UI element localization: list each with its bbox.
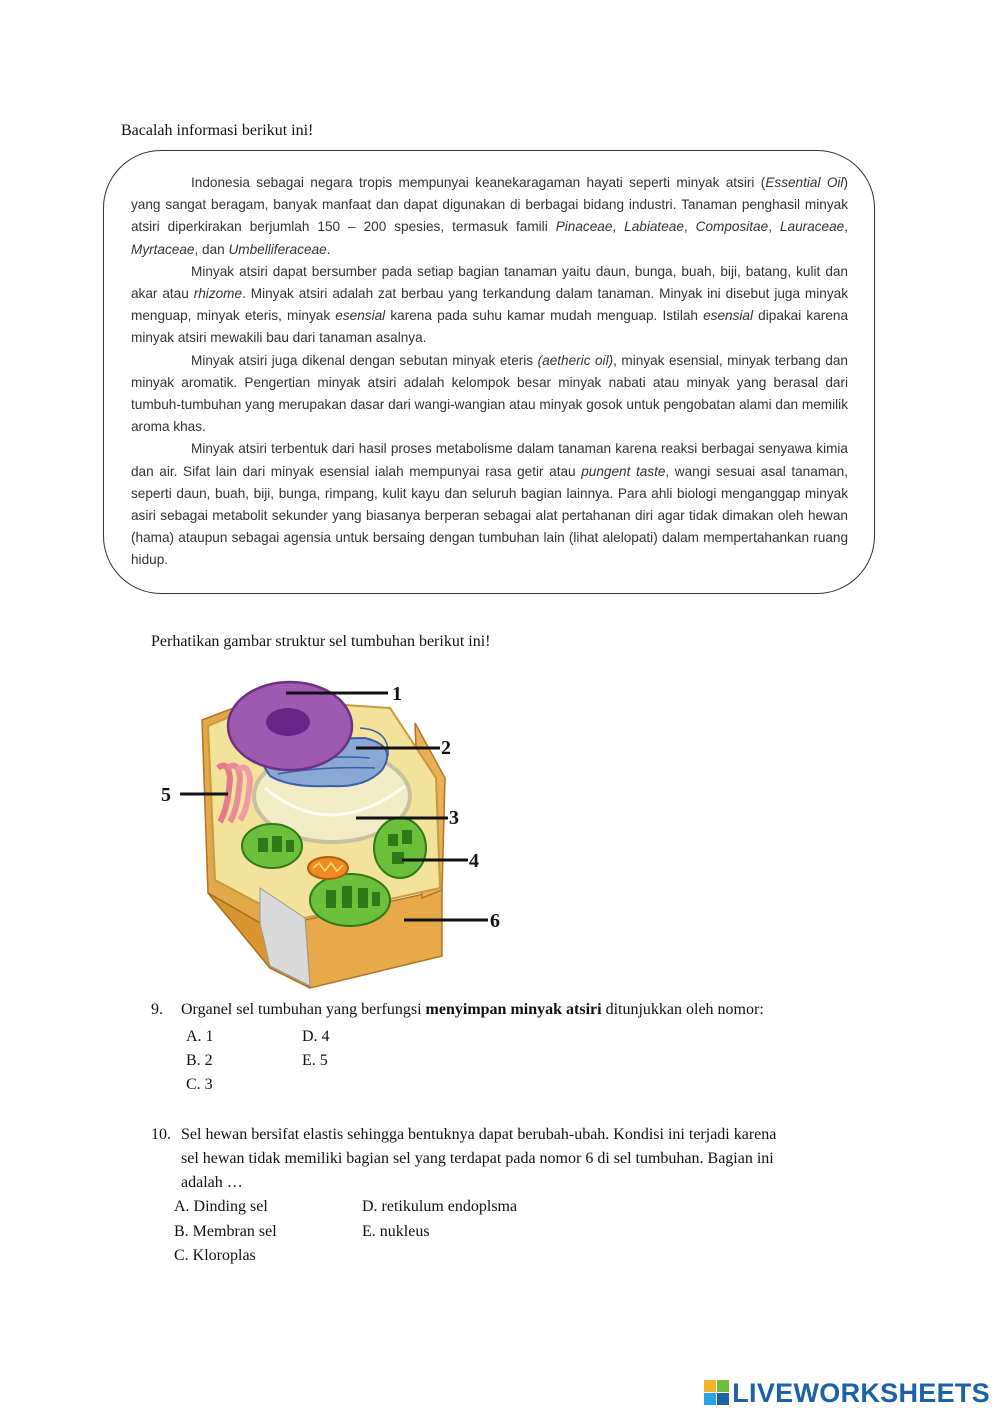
option-d[interactable]: D. retikulum endoplsma [362, 1198, 518, 1215]
italic-term: Compositae [695, 219, 769, 235]
figure-label-3: 3 [449, 807, 459, 829]
text: , [612, 219, 625, 235]
italic-term: pungent taste [581, 463, 666, 479]
figure-label-5: 5 [161, 784, 171, 806]
text: Indonesia sebagai negara tropis mempunyai keanekaragaman hayati seperti minyak atsiri ( [191, 175, 766, 190]
italic-term: Pinaceae [555, 219, 613, 235]
text: ) yang sangat beragam, banyak manfaat dan dapat digunakan di berbagai bidang industri. Tanaman penghasil minyak atsiri diperkirakan berjumlah 150 – 200 spesies, termasuk famili [131, 175, 848, 235]
text: , wangi sesuai asal tanaman, seperti daun, buah, biji, bunga, rimpang, kulit kayu dan seluruh bagian lainnya. Para ahli biologi menganggap minyak asiri sebagai metabolit sekunder yang biasanya berperan sebagai alat pertahanan diri agar tidak dimakan oleh hewan (hama) ataupun sebagai agensia untuk bersaing dengan tumbuhan lain (lihat alelopati) dalam mempertahankan ruang hidup. [131, 463, 848, 568]
text: karena pada suhu kamar mudah menguap. Istilah [385, 308, 704, 324]
paragraph-3 [131, 350, 848, 439]
italic-term: (aetheric oil) [537, 352, 614, 368]
option-a[interactable]: A. 1 [186, 1028, 214, 1045]
text: Minyak atsiri juga dikenal dengan sebutan minyak eteris [191, 352, 538, 368]
italic-term: esensial [335, 308, 386, 324]
plant-cell-diagram [160, 668, 520, 996]
option-c[interactable]: C. Kloroplas [174, 1247, 256, 1264]
text: dipakai karena minyak atsiri mewakili bau dari tanaman asalnya. [131, 308, 849, 346]
text: , minyak esensial, minyak terbang dan minyak aromatik. Pengertian minyak atsiri adalah kelompok besar minyak nabati atau minyak yang berasal dari tumbuh-tumbuhan yang merupakan dasar dari wangi-wangian atau minyak gosok untuk pengobatan alami dan memilik aroma khas. [131, 352, 848, 435]
reading-passage [131, 172, 848, 572]
text: Organel sel tumbuhan yang berfungsi [181, 1001, 426, 1018]
question-line-1: Sel hewan bersifat elastis sehingga bentuknya dapat berubah-ubah. Kondisi ini terjadi karena [181, 1126, 777, 1143]
figure-label-6: 6 [490, 910, 500, 932]
question-number: 9. [151, 1001, 163, 1018]
figure-label-1: 1 [392, 683, 402, 705]
italic-term: rhizome [193, 286, 243, 302]
option-c[interactable]: C. 3 [186, 1076, 213, 1093]
question-line-2: sel hewan tidak memiliki bagian sel yang terdapat pada nomor 6 di sel tumbuhan. Bagian ini [181, 1150, 774, 1167]
liveworksheets-logo [704, 1376, 990, 1410]
text: , [768, 219, 780, 235]
paragraph-1 [131, 172, 848, 261]
text: , [683, 219, 696, 235]
text: . [326, 241, 331, 257]
question-number: 10. [151, 1126, 171, 1143]
text: , [844, 219, 848, 235]
mitochondrion [308, 857, 348, 879]
chloroplast-left [242, 824, 302, 868]
text: , dan [194, 241, 229, 257]
paragraph-4 [131, 438, 848, 571]
italic-term: Umbelliferaceae [228, 241, 327, 257]
question-line-3: adalah … [181, 1174, 243, 1191]
option-a[interactable]: A. Dinding sel [174, 1198, 268, 1215]
italic-term: Labiateae [624, 219, 684, 235]
figure-prompt: Perhatikan gambar struktur sel tumbuhan berikut ini! [151, 633, 491, 650]
option-e[interactable]: E. 5 [302, 1052, 328, 1069]
text: Minyak atsiri terbentuk dari hasil proses metabolisme dalam tanaman karena reaksi berbagai senyawa kimia dan air. Sifat lain dari minyak esensial ialah mempunyai rasa getir atau [131, 441, 848, 479]
option-b[interactable]: B. Membran sel [174, 1223, 277, 1240]
figure-label-2: 2 [441, 737, 451, 759]
text: Minyak atsiri dapat bersumber pada setiap bagian tanaman yaitu daun, bunga, buah, biji, batang, kulit dan akar atau [131, 263, 848, 302]
question-text [181, 998, 764, 1022]
nucleolus [266, 708, 310, 736]
figure-label-4: 4 [469, 850, 479, 872]
italic-term: Lauraceae [779, 219, 845, 235]
chloroplast-right [374, 818, 426, 878]
chloroplast-bottom [310, 874, 390, 926]
logo-blocks-icon [704, 1380, 730, 1406]
logo-text: LIVEWORKSHEETS [732, 1377, 990, 1408]
option-b[interactable]: B. 2 [186, 1052, 213, 1069]
paragraph-2 [131, 261, 848, 350]
emphasis: menyimpan minyak atsiri [425, 1001, 602, 1018]
italic-term: Myrtaceae [131, 241, 195, 257]
italic-term: esensial [703, 308, 754, 324]
text: . Minyak atsiri adalah zat berbau yang terkandung dalam tanaman. Minyak ini disebut juga minyak menguap, minyak eteris, minyak [131, 286, 848, 324]
text: ditunjukkan oleh nomor: [601, 1001, 764, 1018]
option-d[interactable]: D. 4 [302, 1028, 330, 1045]
option-e[interactable]: E. nukleus [362, 1223, 430, 1240]
intro-instruction: Bacalah informasi berikut ini! [121, 122, 314, 139]
italic-term: Essential Oil [765, 175, 844, 190]
